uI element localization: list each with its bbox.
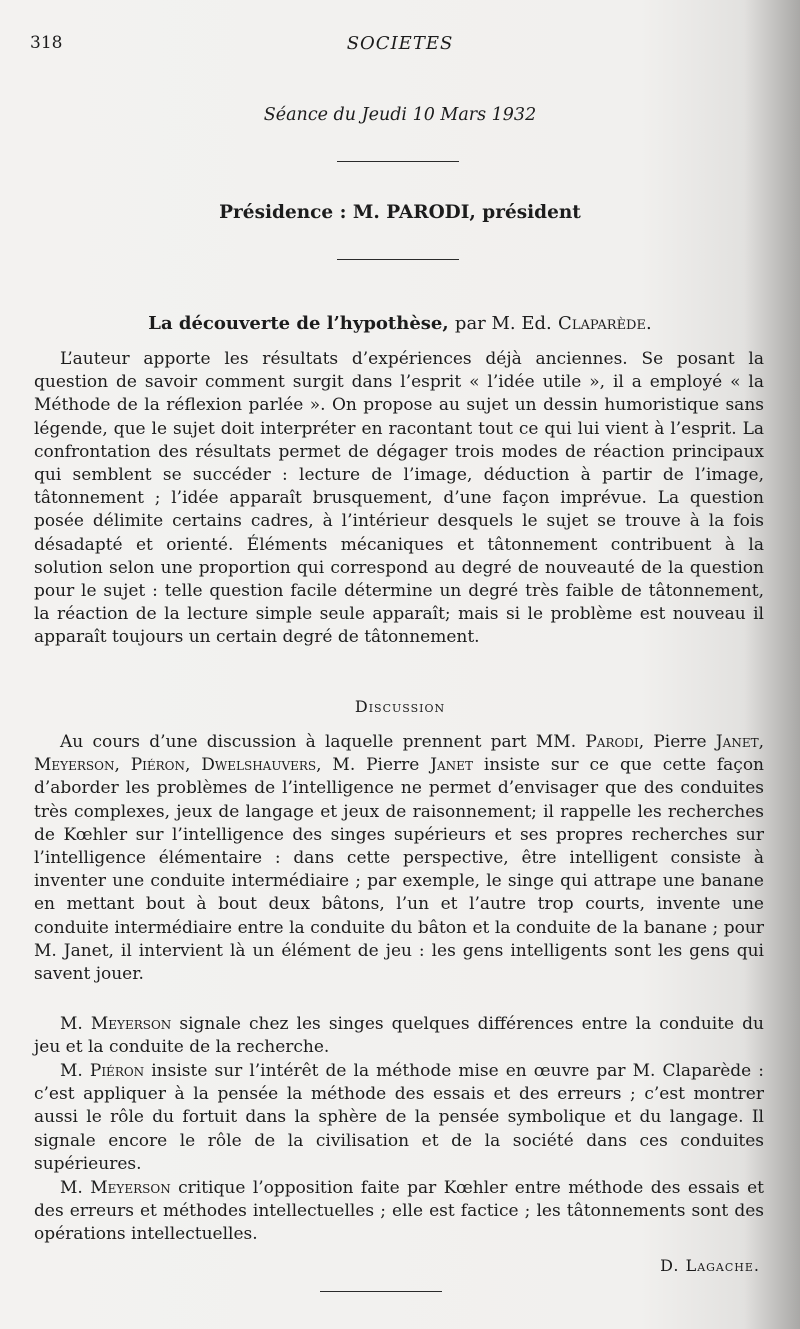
paragraph-text: insiste sur ce que cette façon d’aborder les problèmes de l’intelligence ne permet d’envisager que des conduites très complexes, jeux de langage et jeux de raisonnement; il rappelle les recherches de Kœhler sur l’intelligence des singes supérieurs et ses propres recherches sur l’intelligence élémentaire : dans cette perspective, être intelligent consiste à inventer une conduite intermédiaire ; par exemple, le singe qui attrape une banane en mettant bout à bout deux bâtons, l’un et l’autre trop courts, invente une conduite intermédiaire entre la conduite du bâton et la conduite de la banane ; pour M. Janet, il intervient là un élément de jeu : les gens intelligents sont les gens qui savent jouer. xyxy=(34,755,765,985)
presidency-line: Présidence : M. PARODI, président xyxy=(219,202,581,223)
paragraph-text: signale chez les singes quelques différences entre la conduite du jeu et la conduite de la recherche. xyxy=(34,1014,764,1058)
person-name: Parodi, xyxy=(585,732,645,752)
session-heading: Séance du Jeudi 10 Mars 1932 xyxy=(263,105,537,125)
person-name: Janet, Meyerson, Piéron, Dwelshauvers, xyxy=(34,732,765,776)
paragraph-text: M. Pierre xyxy=(332,755,420,776)
title-text: La découverte de l’hypothèse, xyxy=(148,313,449,334)
paragraph-text: Au cours d’une discussion à laquelle prennent part MM. xyxy=(60,732,577,752)
person-name: Meyerson xyxy=(90,1178,171,1198)
divider xyxy=(337,259,459,260)
divider xyxy=(337,161,459,162)
divider xyxy=(320,1291,442,1292)
paragraph-text: M. xyxy=(60,1178,83,1198)
paragraph-text: insiste sur l’intérêt de la méthode mise en œuvre par M. Claparède : c’est appliquer à la pensée la méthode des essais et des erreurs ; c’est montrer aussi le rôle du fortuit dans la sphère de la pensée symbolique et du langage. Il signale encore le rôle de la civilisation et de la société dans ces conduites supérieures. xyxy=(34,1061,764,1174)
discussion-paragraph xyxy=(34,1177,764,1247)
running-head xyxy=(30,33,770,59)
person-name: Meyerson xyxy=(90,1014,172,1034)
paragraph-text: critique l’opposition faite par Kœhler entre méthode des essais et des erreurs et méthodes intellectuelles ; elle est factice ; les tâtonnements sont des opérations intellectuelles. xyxy=(34,1178,765,1245)
journal-title: SOCIETES xyxy=(346,33,454,54)
person-name: Janet xyxy=(430,755,473,776)
author-name: Claparède. xyxy=(558,313,652,334)
page-number: 318 xyxy=(30,33,63,53)
paragraph-text: Pierre xyxy=(653,732,707,752)
article-body: L’auteur apporte les résultats d’expériences déjà anciennes. Se posant la question de savoir comment surgit dans l’esprit « l’idée utile », il a employé « la Méthode de la réflexion parlée ». On propose au sujet un dessin humoristique sans légende, que le sujet doit interpréter en racontant tout ce qui lui vient à l’esprit. La confrontation des résultats permet de dégager trois modes de réaction principaux qui semblent se succéder : lecture de l’image, déduction à partir de l’image, tâtonnement ; l’idée apparaît brusquement, d’une façon imprévue. La question posée délimite certains cadres, à l’intérieur desquels le sujet se trouve à la fois désadapté et orienté. Éléments mécaniques et tâtonnement contribuent à la solution selon une proportion qui correspond au degré de nouveauté de la question pour le sujet : telle question facile détermine un degré très faible de tâtonnement, la réaction de la lecture simple seule apparaît; mais si le problème est nouveau il apparaît toujours un certain degré de tâtonnement. xyxy=(34,349,764,648)
paragraph-text: M. xyxy=(60,1061,83,1081)
signature: D. Lagache. xyxy=(660,1256,760,1275)
discussion-paragraph xyxy=(34,731,764,986)
paragraph-text: M. xyxy=(60,1014,83,1034)
discussion-paragraph xyxy=(34,1013,764,1059)
discussion-heading: Discussion xyxy=(354,697,446,716)
author-prefix: par M. Ed. xyxy=(454,313,552,334)
discussion-paragraph xyxy=(34,1060,764,1176)
person-name: Piéron xyxy=(89,1061,145,1081)
article-title xyxy=(0,313,800,334)
